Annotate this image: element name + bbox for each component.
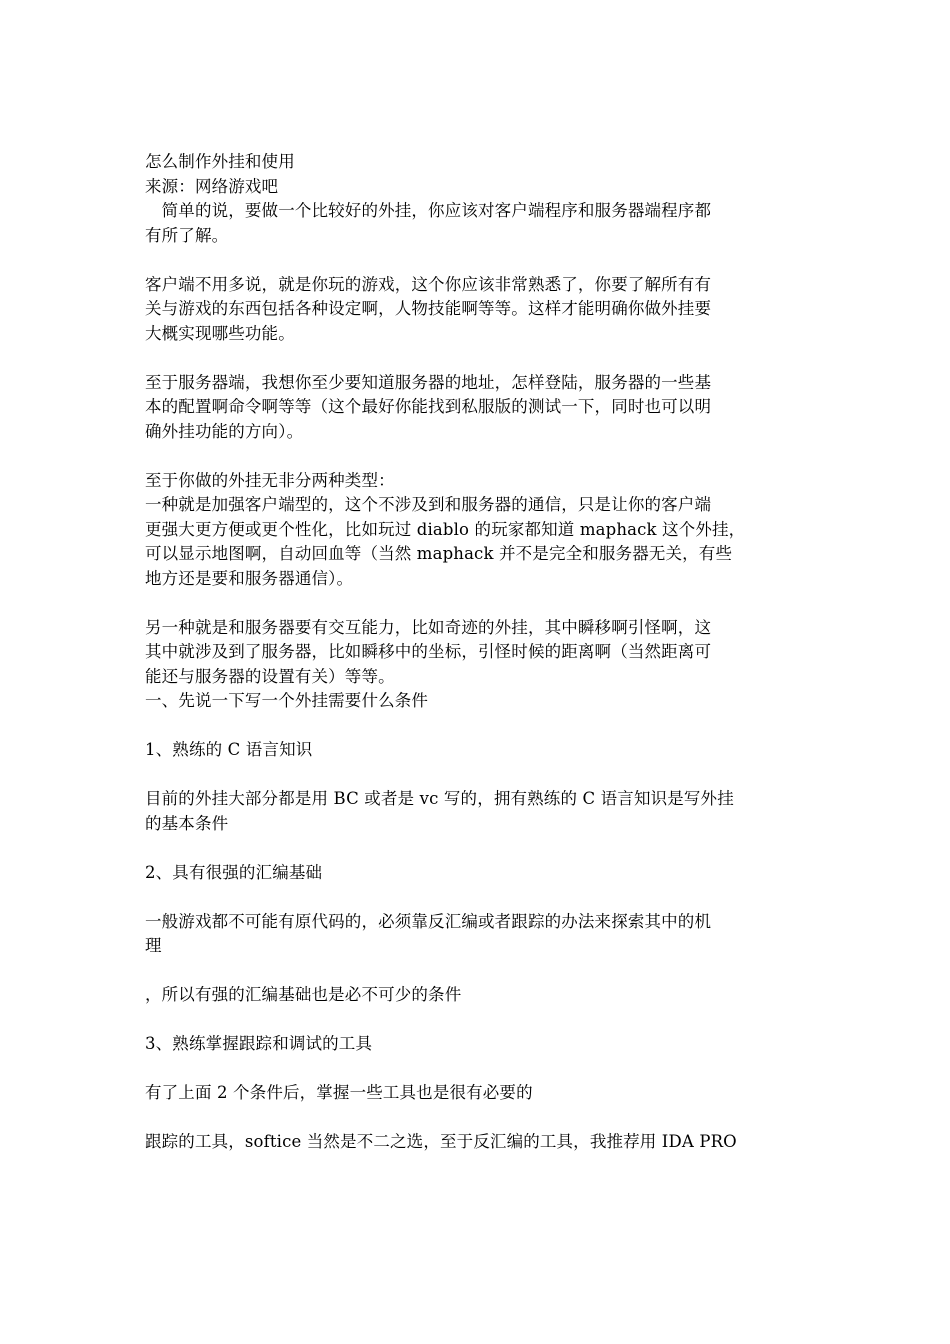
paragraph-gap	[145, 885, 805, 910]
document-title: 怎么制作外挂和使用	[145, 152, 295, 171]
paragraph-gap	[145, 1106, 805, 1131]
paragraph-gap	[145, 248, 805, 273]
requirement-3-tools: 跟踪的工具，softice 当然是不二之选，至于反汇编的工具，我推荐用 IDA PRO	[145, 1132, 737, 1151]
requirement-1-body-line: 目前的外挂大部分都是用 BC 或者是 vc 写的，拥有熟练的 C 语言知识是写外挂	[145, 789, 734, 808]
document-source: 来源：网络游戏吧	[145, 176, 279, 196]
server-paragraph-line: 至于服务器端，我想你至少要知道服务器的地址，怎样登陆，服务器的一些基	[145, 372, 712, 392]
interactive-paragraph-line: 能还与服务器的设置有关）等等。	[145, 666, 395, 686]
requirement-1-body-line: 的基本条件	[145, 813, 229, 833]
section-heading: 一、先说一下写一个外挂需要什么条件	[145, 691, 429, 710]
requirement-2-body-line: 一般游戏都不可能有原代码的，必须靠反汇编或者跟踪的办法来探索其中的机	[145, 911, 712, 931]
paragraph-gap	[145, 763, 805, 788]
paragraph-gap	[145, 959, 805, 984]
document-page	[145, 150, 805, 1155]
server-paragraph-line: 确外挂功能的方向）。	[145, 421, 304, 441]
client-paragraph-line: 关与游戏的东西包括各种设定啊，人物技能啊等等。这样才能明确你做外挂要	[145, 299, 712, 318]
client-paragraph-line: 客户端不用多说，就是你玩的游戏，这个你应该非常熟悉了，你要了解所有有	[145, 274, 712, 294]
paragraph-gap	[145, 836, 805, 861]
interactive-paragraph-line: 其中就涉及到了服务器，比如瞬移中的坐标，引怪时候的距离啊（当然距离可	[145, 642, 712, 661]
interactive-paragraph-line: 另一种就是和服务器要有交互能力，比如奇迹的外挂，其中瞬移啊引怪啊，这	[145, 617, 712, 637]
paragraph-gap	[145, 1008, 805, 1033]
types-paragraph-line: 至于你做的外挂无非分两种类型：	[145, 470, 395, 490]
server-paragraph-line: 本的配置啊命令啊等等（这个最好你能找到私服版的测试一下，同时也可以明	[145, 397, 712, 416]
requirement-2-body-continued: ，所以有强的汇编基础也是必不可少的条件	[145, 985, 462, 1004]
paragraph-gap	[145, 591, 805, 616]
types-paragraph-line: 可以显示地图啊，自动回血等（当然 maphack 并不是完全和服务器无关，有些	[145, 544, 733, 563]
requirement-3-heading: 3、熟练掌握跟踪和调试的工具	[145, 1034, 373, 1053]
types-paragraph-line: 一种就是加强客户端型的，这个不涉及到和服务器的通信，只是让你的客户端	[145, 495, 712, 514]
requirement-2-body-line: 理	[145, 936, 162, 955]
requirement-1-heading: 1、熟练的 C 语言知识	[145, 740, 313, 759]
intro-line: 简单的说，要做一个比较好的外挂，你应该对客户端程序和服务器端程序都	[145, 201, 712, 220]
requirement-3-body: 有了上面 2 个条件后，掌握一些工具也是很有必要的	[145, 1083, 533, 1102]
paragraph-gap	[145, 444, 805, 469]
paragraph-gap	[145, 1057, 805, 1082]
paragraph-gap	[145, 346, 805, 371]
types-paragraph-line: 更强大更方便或更个性化，比如玩过 diablo 的玩家都知道 maphack 这个外挂，	[145, 519, 746, 539]
client-paragraph-line: 大概实现哪些功能。	[145, 323, 295, 343]
paragraph-gap	[145, 714, 805, 739]
intro-line: 有所了解。	[145, 225, 229, 245]
types-paragraph-line: 地方还是要和服务器通信）。	[145, 568, 354, 588]
requirement-2-heading: 2、具有很强的汇编基础	[145, 862, 323, 882]
